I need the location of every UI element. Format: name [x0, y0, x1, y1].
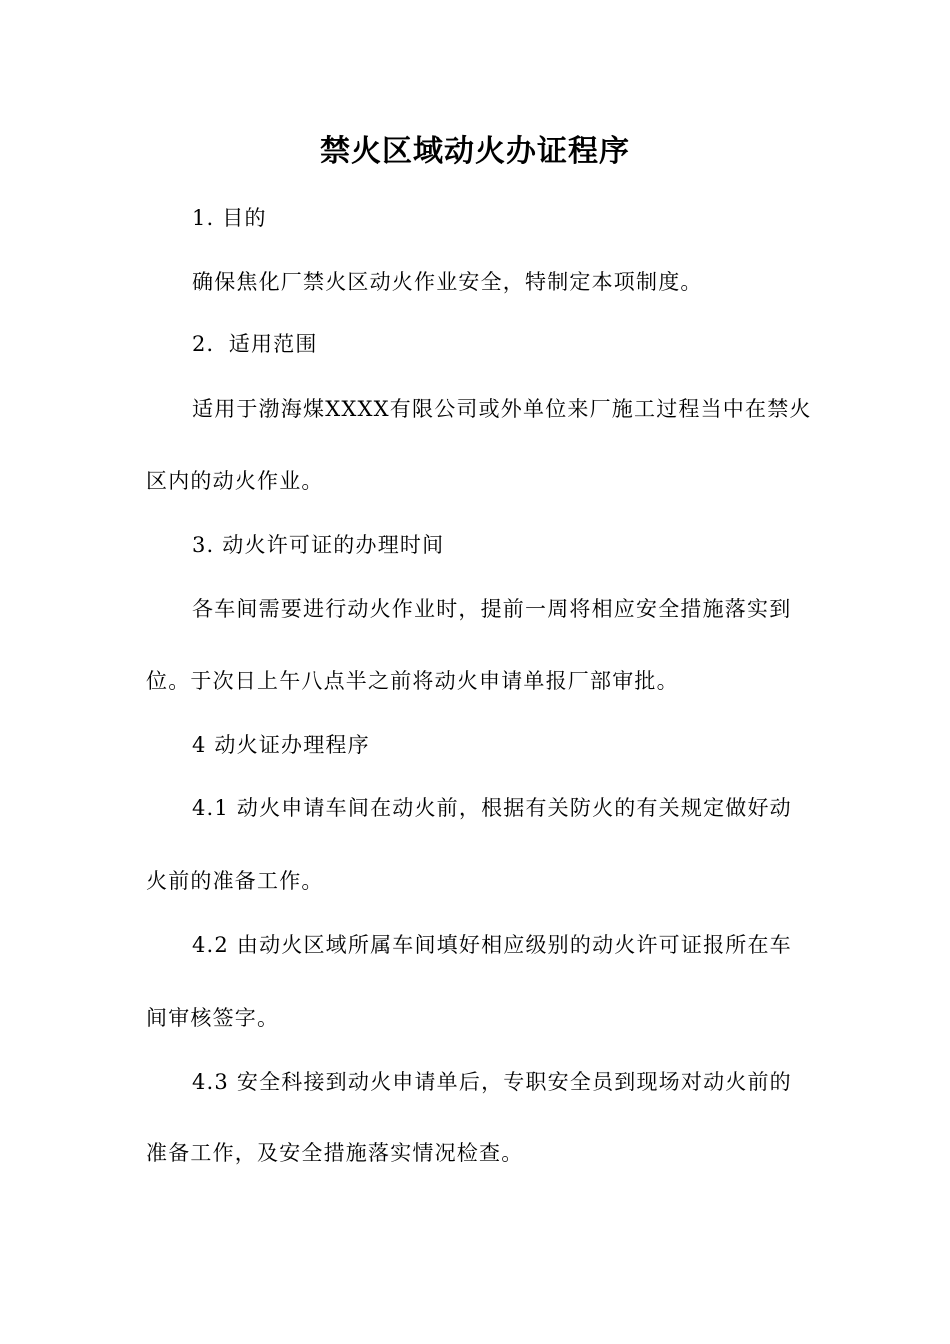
- paragraph-line: 4.1 动火申请车间在动火前，根据有关防火的有关规定做好动: [192, 796, 792, 820]
- section-heading-procedure: 4 动火证办理程序: [192, 733, 370, 757]
- paragraph-line: 确保焦化厂禁火区动火作业安全，特制定本项制度。: [192, 270, 703, 294]
- paragraph-line: 区内的动火作业。: [146, 469, 324, 493]
- document-title: 禁火区域动火办证程序: [320, 134, 630, 169]
- paragraph-line: 适用于渤海煤XXXX有限公司或外单位来厂施工过程当中在禁火: [192, 397, 812, 421]
- paragraph-line: 准备工作，及安全措施落实情况检查。: [146, 1141, 524, 1165]
- section-heading-purpose: 1. 目的: [192, 206, 267, 230]
- paragraph-line: 4.3 安全科接到动火申请单后，专职安全员到现场对动火前的: [192, 1070, 792, 1094]
- paragraph-line: 间审核签字。: [146, 1006, 280, 1030]
- paragraph-line: 火前的准备工作。: [146, 869, 324, 893]
- paragraph-line: 4.2 由动火区域所属车间填好相应级别的动火许可证报所在车: [192, 933, 792, 957]
- section-heading-scope: 2．适用范围: [192, 332, 318, 356]
- section-heading-time: 3. 动火许可证的办理时间: [192, 533, 445, 557]
- paragraph-line: 各车间需要进行动火作业时，提前一周将相应安全措施落实到: [192, 597, 792, 621]
- paragraph-line: 位。于次日上午八点半之前将动火申请单报厂部审批。: [146, 669, 679, 693]
